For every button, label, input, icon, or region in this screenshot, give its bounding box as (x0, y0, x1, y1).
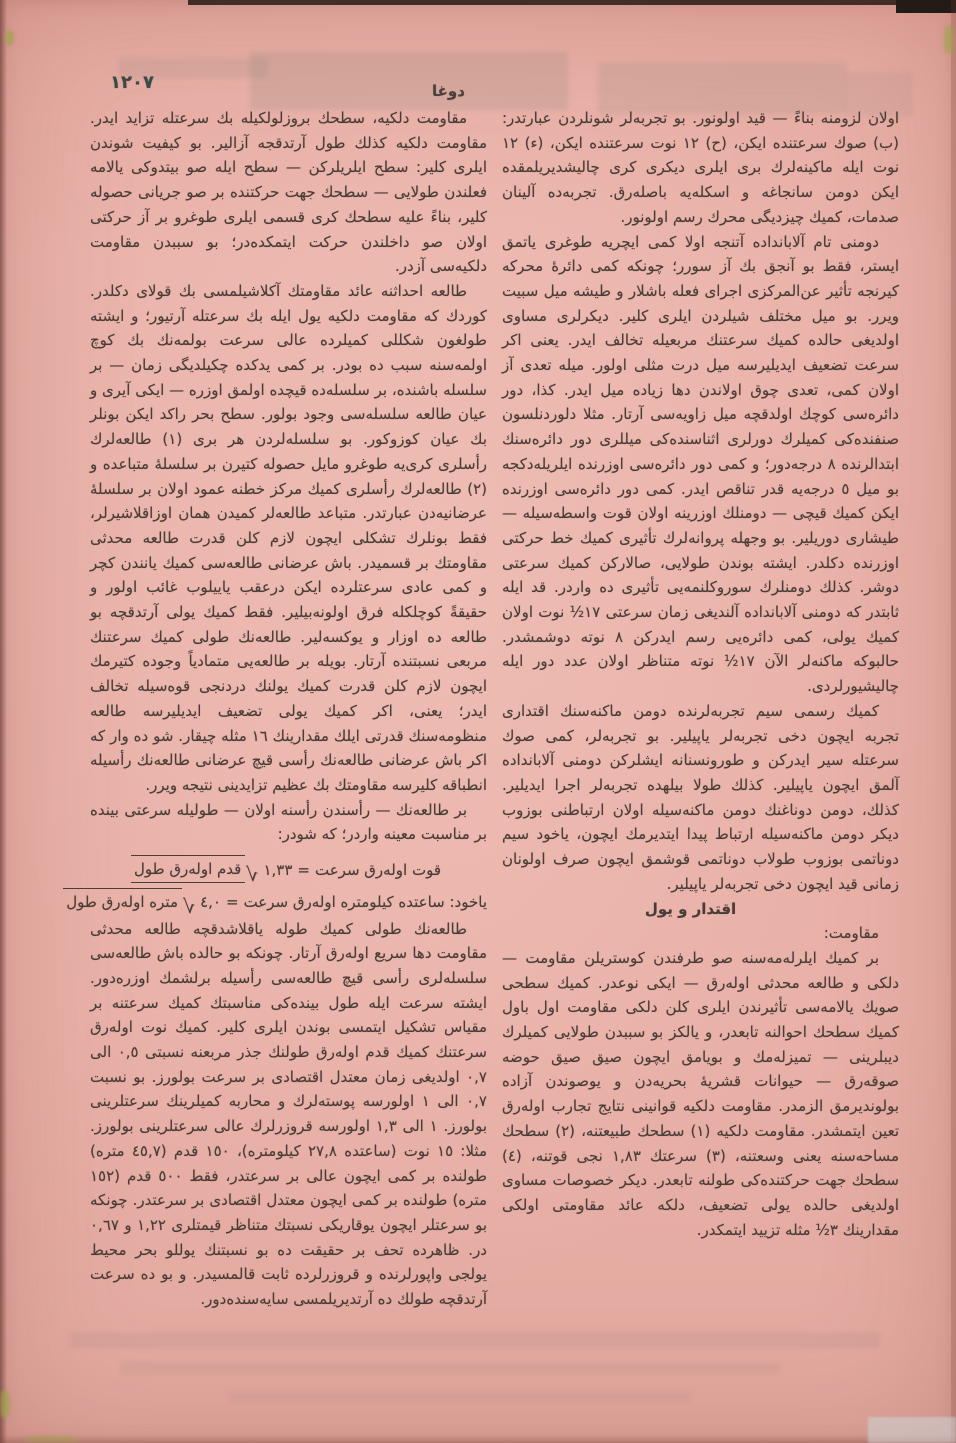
text-showthrough (70, 1332, 880, 1348)
square-root-icon: √ (182, 895, 196, 918)
page-number: ١٢٠٧ (110, 72, 154, 93)
scan-edge-bottom-shadow (0, 1435, 956, 1443)
scan-edge-left-shadow (0, 0, 7, 1443)
stamp-showthrough (250, 52, 568, 110)
paragraph: بر طالعه‌نك — رأسندن رأسنه اولان — طولیله سرعتی بینده بر مناسبت معینه واردر؛ که شودر: (90, 800, 487, 844)
scan-edge-top-strip (188, 0, 916, 5)
paragraph: دومنی تام آلابانداده آتنجه اولا کمی ایچریه طوغری یاتمق ایستر، فقط بو آنجق بك آز سورر؛ چونکه کمی دائرهٔ محرکه کیرنجه تأثیر عن‌المرکزی اجرای فعله باشلار و طیشه میل سبیت ویرر. بو میل مختلف شیلردن ایلری کلیر. دیکرلری مساوی اولدیغی حالده کمیك سرعتنك مربعیله تخالف ایدر. یعنی اکر سرعت تضعیف ایدیلیرسه میل درت مثلی اولور. میله تعدی آز اولان کمی، تعدی چوق اولاندن دها زیاده میل ایدر. کذا، دور دائره‌سی کوچك اولدقچه میل زاویه‌سی آرتار. مثلا دلوردنلسون صنفنده‌کی کمیلرك دورلری اثناسنده‌کی میللری دور دائره‌سنك ابتدالرنده ٨ درجه‌دور؛ و کمی دور دائره‌سی اوزرنده ایلریله‌دکجه بو میل ٥ درجه‌یه قدر تناقص ایدر. کمی دور دائره‌سی اوزرنده ایکن کمیك قیچی — دومنلك اوزرینه اولان قوت واسطه‌سیله — طیشاری دوریلیر. بو وجهله پروانه‌لرك تأثیری کمیك خط حرکتی اوزرنده دکلدر. ایشته بوندن طولایی، صالارکن کمیك سرعتی دوشر. کذلك دومنلرك سوروکلنمه‌یی تأثیری ده واردر. قد ایله ثابتدر که دومنی آلابانداده آلندیغی زمان سرعتی ١٧½ نوت اولان کمیك یولی، کمی دائره‌یی رسم ایدرکن ٨ نوته دوشمشدر. حالبوکه ماکنه‌لر الآن ١٧½ نوته متناظر اولان عدد دور ایله چالیشیورلردی. (502, 232, 900, 696)
scan-corner-patch (868, 1417, 956, 1443)
formula-coefficient: ٤,٠ (200, 892, 221, 911)
running-title: دوغا (432, 82, 465, 100)
section-heading-power-and-speed: اقتدار و یول (644, 899, 737, 918)
paragraph: کمیك رسمی سیم تجربه‌لرنده دومن ماکنه‌سنك اقتداری تجربه ایچون دخی تجربه‌لر یاپیلیر. بو تجربه‌لر، کمی صوك سرعتله سیر ایدرکن و طورونسنانه ایشلرکن دومنی آلابانداده آلمق ایچون یاپیلیر. کذلك طولا بیلهده تجربه‌لر اجرا ایدیلیر. کذلك، دومن دوناغنك دومن ماکنه‌سیله اولان ارتباطنی بوزوب دیکر دومن ماکنه‌سیله ارتباط پیدا ایتدیرمك ایچون، یاخود سیم دوناتمی بوزوب طولاب دوناتمی قوشمق ایچون صرف اولونان زمانی قید ایچون دخی تجربه‌لر یاپیلیر. (502, 701, 899, 893)
paragraph: اولان لزومنه بناءً — قید اولونور. بو تجربه‌لر شونلردن عبارتدر: (ب) صوك سرعتنده ایکن، (ح) ١٢ نوت سرعتنده ایکن، (ء) ١٢ نوت ایله ماکینه‌لرك بری ایلری دیکری کری چالیشدیریلمقده ایکن دومن سانجاغه و اسکله‌یه باصله‌رق. تجربه‌ده آلینان صدمات، کمیك چیزدیگی محرك رسم اولونور. (502, 109, 899, 226)
formula-lhs: یاخود: ساعتده کیلومتره اوله‌رق سرعت (243, 892, 487, 911)
paragraph: طالعه احداثنه عائد مقاومتك آکلاشیلمسی بك قولای دکلدر. کوردك که مقاومت دلکیه یول ایله بك سرعتله آرتیور؛ و ایشته طولغون شکللی کمیلرده عالی سرعت بولمه‌نك بك کوچ اولمه‌سنه سبب ده بودر. بر کمی یدکده چکیلدیگی زمان — بر سلسله باشنده، بر سلسله‌ده قیچده اولمق اوزره — ایکی آیری و عیان طالعه سلسله‌سی وجود بولور. سطح بحر راکد ایکن بونلر بك عیان کوزوکور. بو سلسله‌لردن هر بری (١) طالعه‌لرك رأسلری کری‌یه طوغرو مایل حصوله کتیرن بر سلسلهٔ متباعده و (٢) طالعه‌لرك رأسلری کمیك مرکز خطنه عمود اولان بر سلسلهٔ عرضانیه‌دن عبارتدر. متباعد طالعه‌لر کمیدن همان اوزاقلاشیرلر، فقط بونلرك تشکلی ایچون لازم کلن قدرت طالعه محدثی مقاومتك بر قسمیدر. باش عرضانی طالعه‌سی کمیك یانندن کچر و کمی عادی سرعتلرده ایکن درعقب یاییلوب غائب اولور و حقیقةً کوچلکله فرق اولونه‌بیلیر. فقط کمیك یولی آرتدقچه بو طالعه ده اوزار و یوکسه‌لیر. طالعه‌نك طولی کمیك سرعتنك مربعی نسبتنده آرتار. بویله بر طالعه‌یی متمادیاً وجوده کتیرمك ایچون لازم کلن قدرت کمیك یولنك دردنجی قوه‌سیله تخالف ایدر؛ یعنی، اکر کمیك یولی تضعیف ایدیلیرسه طالعه منظومه‌سنك قدرتی ایلك مقدارینك ١٦ مثله چیقار. شو ده وار که اکر باش عرضانی طالعه‌نك رأسی قیچ عرضانی طالعه‌نك رأسیله انطباقه کلیرسه مقاومتك بك عظیم تزایدینی نتیجه ویرر. (90, 281, 488, 794)
paper-stain (5, 30, 14, 46)
formula-speed-in-knots (90, 855, 487, 886)
scan-edge-right-shadow (951, 0, 956, 1443)
formula-coefficient: ١,٣٣ (263, 861, 293, 880)
paragraph: طالعه‌نك طولی کمیك طوله یاقلاشدقچه طالعه محدثی مقاومت دها سریع اوله‌رق آرتار. چونکه بو حالده باش طالعه‌سی سلسله‌لری رأسی قیچ طالعه‌سی رأسیله برلشمك اوزره‌دور. ایشته سرعت ایله طول بینده‌کی مناسبتك کمیك سرعتنه بر مقیاس تشکیل ایتمسی بوندن ایلری کلیر. کمیك نوت اوله‌رق سرعتنك کمیك قدم اوله‌رق طولنك جذر مربعنه نسبتی ٠,٥ الی ٠,٧ اولدیغی زمان معتدل اقتصادی بر سرعت بولورز. بو نسبت ٠,٧ الی ١ اولورسه پوسته‌لرك و محاربه کمیلرینك سرعتلرینی بولورز. ١ الی ١,٣ اولورسه قروزرلرك عالی سرعتلرینی بولورز. مثلا: ١٥ نوت (ساعتده ٢٧,٨ کیلومتره)، ١٥٠ قدم (٤٥,٧ متره) طولنده بر کمی ایچون عالی بر سرعتدر، فقط ٥٠٠ قدم (١٥٢ متره) طولنده بر کمی ایچون معتدل اقتصادی بر سرعتدر. چونکه بو سرعتلر ایچون یوقاریکی نسبتك متناظر قیمتلری ١,٢٢ و ٠,٦٧ در. ظاهرده تحف بر حقیقت ده بو نسبتنك یوللو بحر محیط یولجی واپورلرنده و قروزرلرده ثابت قالمسیدر. و بو ده سرعت آرتدقچه طولك ده آرتدیریلمسی سایه‌سنده‌دور. (90, 919, 488, 1309)
square-root-icon: √ (246, 863, 259, 886)
formula-speed-in-kmh (66, 888, 487, 918)
formula-radicand: متره اوله‌رق طول (63, 888, 182, 915)
text-showthrough (120, 1362, 780, 1374)
paragraph: بر کمیك ایلرله‌مه‌سنه صو طرفندن کوستریلن مقاومت — دلکی و طالعه محدثی اوله‌رق — ایکی نوعدر. کمیك سطحی صویك یالامه‌سی تأثیرندن ایلری کلن دلکی مقاومت اول باول کمیك سطحك احوالنه تابعدر، و یالکز بو سببدن طولایی کمیلرك دیبلرینی — تمیزله‌مك و بویامق ایچون صیق صیق حوضه صوقه‌رق — حیوانات قشریهٔ بحریه‌دن و یوصوندن آزاده بولوندیرمق الزمدر. مقاومت دلکیه قوانینی نتایج تجارب اوله‌رق تعین ایتمشدر. مقاومت دلکیه (١) سطحك طبیعتنه، (٢) سطحك مساحه‌سنه یعنی وسعتنه، (٣) سرعتك ١,٨٣ نجی قوتنه، (٤) سطحك جهت حرکتنده‌کی طولنه تابعدر. دیکر خصوصات مساوی اولدیغی حالده یولی تضعیف، دلکه عائد مقاومتی اولکی مقدارینك ٣½ مثله تزیید ایتمکدر. (502, 948, 899, 1239)
scan-edge-top-right-corner (896, 0, 956, 13)
text-showthrough (230, 1392, 690, 1402)
right-column (502, 106, 899, 1242)
equals-sign: = (225, 892, 239, 911)
formula-radicand: قدم اوله‌رق طول (131, 855, 245, 883)
paper-stain (0, 1390, 10, 1418)
paper-stain (24, 1436, 80, 1443)
left-column (66, 106, 488, 1312)
formula-lhs: قوت اوله‌رق سرعت (314, 861, 441, 880)
paper-stain (944, 26, 954, 54)
equals-sign: = (297, 861, 310, 880)
subsection-heading-resistance: مقاومت: (823, 924, 879, 943)
paragraph: مقاومت دلکیه، سطحك بروزلولکیله بك سرعتله تزاید ایدر. مقاومت دلکیه کذلك طول آرتدقجه آزالیر. بو کیفیت شوندن ایلری کلیر: سطح ایلریلرکن — سطح ایله صو بیتدوکی یالامه فعلندن طولایی — سطحك جهت حرکتنده بر صو جریانی حصوله کلیر، بناءً علیه سطحك کری قسمی ایلری طوغرو بر آز حرکتی اولان صو داخلندن حرکت ایتمکده‌در؛ بو سببدن مقاومت دلکیه‌سی آزدر. (90, 109, 487, 276)
